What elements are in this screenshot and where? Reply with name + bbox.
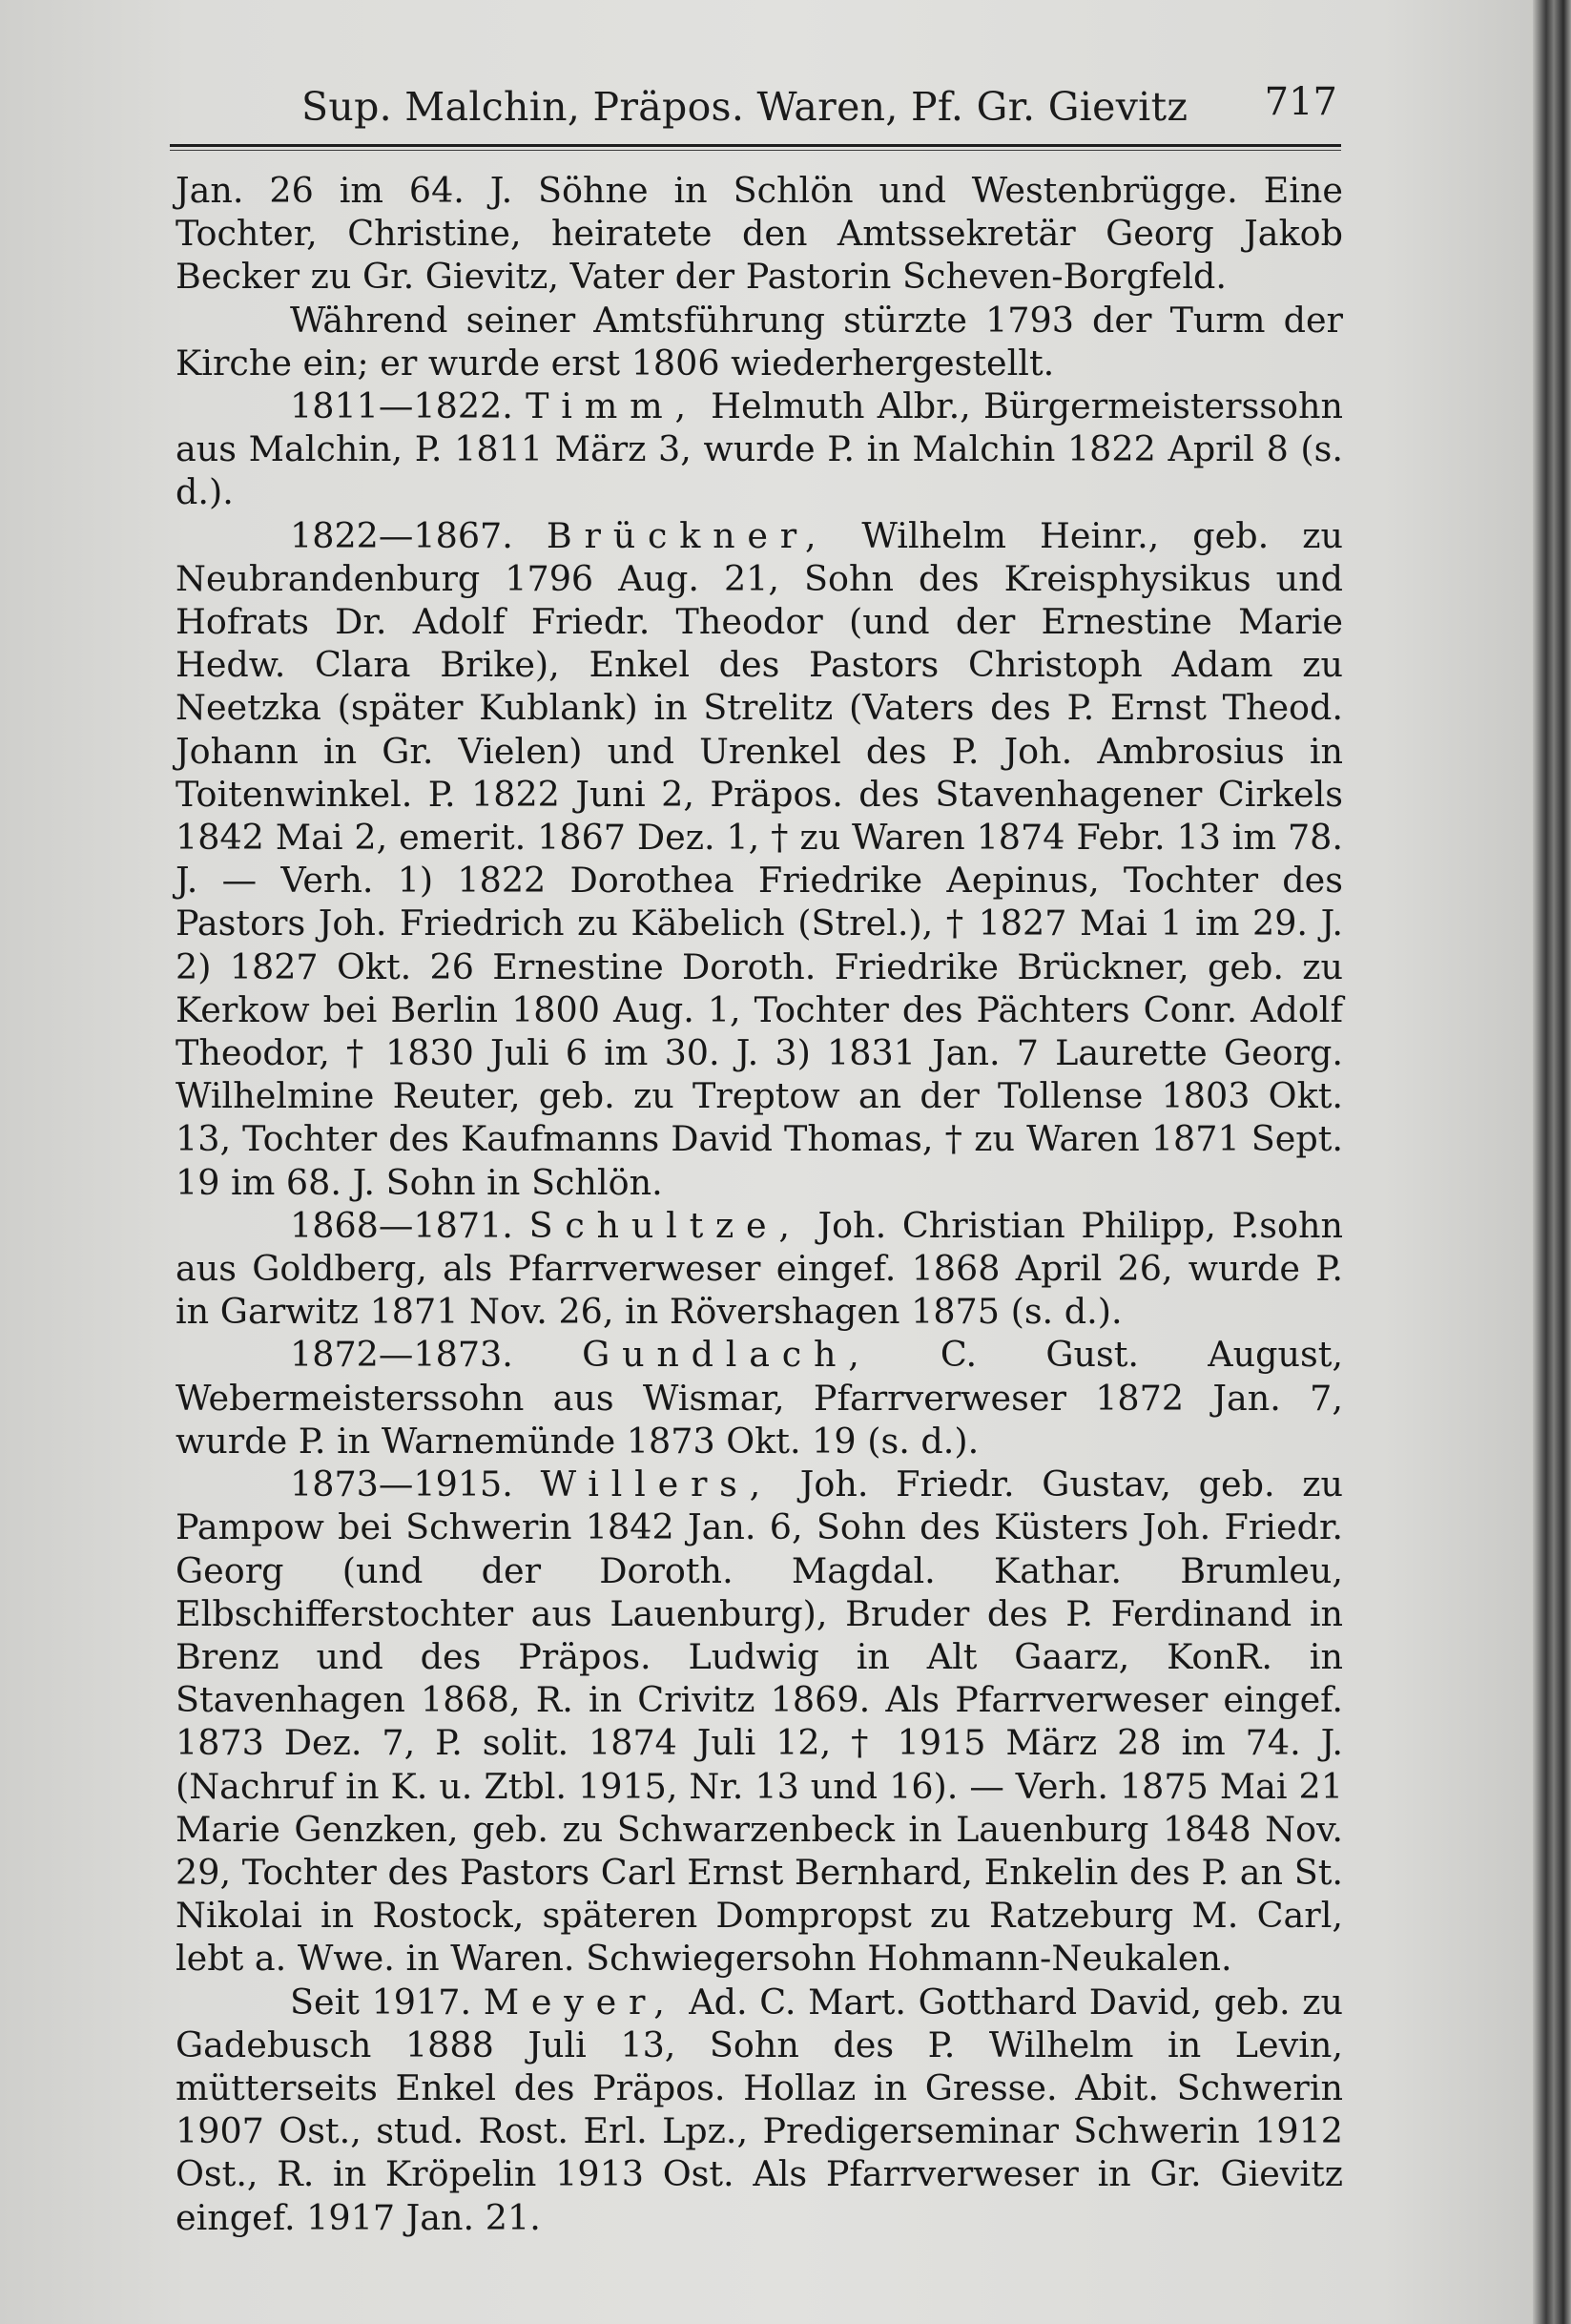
book-spine-edge (1533, 0, 1571, 2324)
entry-years: Seit 1917. (290, 1981, 472, 2023)
paragraph-tower: Während seiner Amtsführung stürzte 1793 der Turm der Kirche ein; er wurde erst 1806 wiederhergestellt. (176, 299, 1343, 384)
entry-meyer (176, 1981, 1343, 2239)
entry-name: Gundlach, (582, 1334, 872, 1376)
entry-years: 1872—1873. (290, 1334, 513, 1376)
entry-timm (176, 384, 1343, 514)
entry-text: Joh. Christian Philipp, P.sohn aus Goldberg, als Pfarrverweser eingef. 1868 April 26, wurde P. in Garwitz 1871 Nov. 26, in Rövershagen 1875 (s. d.). (176, 1204, 1343, 1333)
header-rule-thin (170, 150, 1341, 151)
entry-text: C. Gust. August, Webermeisterssohn aus Wismar, Pfarrverweser 1872 Jan. 7, wurde P. in Warnemünde 1873 Okt. 19 (s. d.). (176, 1334, 1344, 1462)
running-title: Sup. Malchin, Präpos. Waren, Pf. Gr. Gievitz (301, 84, 1189, 130)
entry-brueckner (176, 514, 1343, 1204)
entry-years: 1811—1822. (290, 385, 513, 427)
page-body (176, 169, 1343, 2239)
entry-name: Brückner, (546, 514, 829, 556)
page-header (170, 78, 1341, 135)
entry-text: Joh. Friedr. Gustav, geb. zu Pampow bei Schwerin 1842 Jan. 6, Sohn des Küsters Joh. Friedr. Georg (und der Doroth. Magdal. Kathar. Brumleu, Elbschifferstochter aus Lauenburg), Bruder des P. Ferdinand in Brenz und des Präpos. Ludwig in Alt Gaarz, KonR. in Stavenhagen 1868, R. in Crivitz 1869. Als Pfarrverweser eingef. 1873 Dez. 7, P. solit. 1874 Juli 12, † 1915 März 28 im 74. J. (Nachruf in K. u. Ztbl. 1915, Nr. 13 und 16). — Verh. 1875 Mai 21 Marie Genzken, geb. zu Schwarzenbeck in Lauenburg 1848 Nov. 29, Tochter des Pastors Carl Ernst Bernhard, Enkelin des P. an St. Nikolai in Rostock, späteren Dompropst zu Ratzeburg M. Carl, lebt a. Wwe. in Waren. Schwiegersohn Hohmann-Neukalen. (176, 1463, 1344, 1980)
entry-years: 1822—1867. (290, 514, 513, 556)
entry-years: 1873—1915. (290, 1463, 513, 1505)
entry-schultze (176, 1204, 1343, 1334)
header-rule (170, 144, 1341, 147)
entry-text: Wilhelm Heinr., geb. zu Neubrandenburg 1796 Aug. 21, Sohn des Kreisphysikus und Hofrats Dr. Adolf Friedr. Theodor (und der Ernestine Marie Hedw. Clara Brike), Enkel des Pastors Christoph Adam zu Neetzka (später Kublank) in Strelitz (Vaters des P. Ernst Theod. Johann in Gr. Vielen) und Urenkel des P. Joh. Ambrosius in Toitenwinkel. P. 1822 Juni 2, Präpos. des Stavenhagener Cirkels 1842 Mai 2, emerit. 1867 Dez. 1, † zu Waren 1874 Febr. 13 im 78. J. — Verh. 1) 1822 Dorothea Friedrike Aepinus, Tochter des Pastors Joh. Friedrich zu Käbelich (Strel.), † 1827 Mai 1 im 29. J. 2) 1827 Okt. 26 Ernestine Doroth. Friedrike Brückner, geb. zu Kerkow bei Berlin 1800 Aug. 1, Tochter des Pächters Conr. Adolf Theodor, † 1830 Juli 6 im 30. J. 3) 1831 Jan. 7 Laurette Georg. Wilhelmine Reuter, geb. zu Treptow an der Tollense 1803 Okt. 13, Tochter des Kaufmanns David Thomas, † zu Waren 1871 Sept. 19 im 68. J. Sohn in Schlön. (176, 514, 1343, 1203)
entry-name: Willers, (540, 1463, 774, 1505)
entry-name: Timm, (526, 385, 698, 427)
entry-text: Helmuth Albr., Bürgermeisterssohn aus Malchin, P. 1811 März 3, wurde P. in Malchin 1822 April 8 (s. d.). (176, 385, 1344, 513)
entry-text: Ad. C. Mart. Gotthard David, geb. zu Gadebusch 1888 Juli 13, Sohn des P. Wilhelm in Levin, mütterseits Enkel des Präpos. Hollaz in Gresse. Abit. Schwerin 1907 Ost., stud. Rost. Erl. Lpz., Predigerseminar Schwerin 1912 Ost., R. in Kröpelin 1913 Ost. Als Pfarrverweser in Gr. Gievitz eingef. 1917 Jan. 21. (176, 1981, 1343, 2238)
entry-name: Schultze, (528, 1204, 802, 1246)
entry-name: Meyer, (483, 1981, 677, 2023)
entry-gundlach (176, 1333, 1343, 1463)
entry-years: 1868—1871. (290, 1204, 513, 1246)
page-number: 717 (1264, 80, 1337, 124)
entry-willers (176, 1463, 1343, 1980)
paragraph-continuation: Jan. 26 im 64. J. Söhne in Schlön und Westenbrügge. Eine Tochter, Christine, heiratete den Amtssekretär Georg Jakob Becker zu Gr. Gievitz, Vater der Pastorin Scheven-Borgfeld. (176, 170, 1343, 298)
